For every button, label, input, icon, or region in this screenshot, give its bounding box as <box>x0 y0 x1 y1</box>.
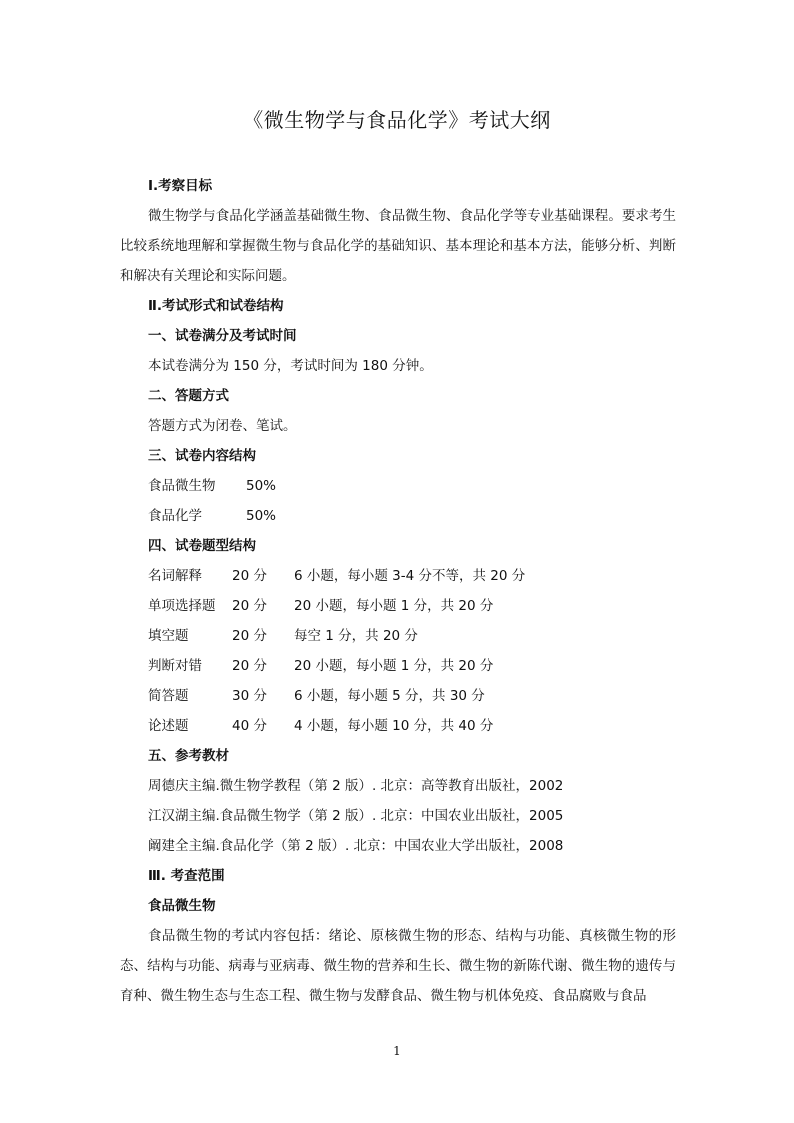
question-score: 20 分 <box>232 658 267 674</box>
question-type: 填空题 <box>148 628 189 644</box>
page-number: 1 <box>393 1044 401 1058</box>
section-1-paragraph: 微生物学与食品化学涵盖基础微生物、食品微生物、食品化学等专业基础课程。要求考生比较系统地理解和掌握微生物与食品化学的基础知识、基本理论和基本方法，能够分析、判断和解决有关理论和实际问题。 <box>120 208 676 284</box>
content-name: 食品微生物 <box>148 478 216 494</box>
reference-item: 阚建全主编.食品化学（第 2 版）. 北京：中国农业大学出版社，2008 <box>148 838 564 854</box>
section-1-heading: Ⅰ.考察目标 <box>148 178 213 194</box>
subsection-2-heading: 二、答题方式 <box>148 388 229 404</box>
question-type: 判断对错 <box>148 658 202 674</box>
question-type: 单项选择题 <box>148 598 216 614</box>
question-detail: 4 小题，每小题 10 分，共 40 分 <box>294 718 494 734</box>
subsection-4-heading: 四、试卷题型结构 <box>148 538 256 554</box>
section-2-heading: Ⅱ.考试形式和试卷结构 <box>148 298 284 314</box>
section-3-subheading: 食品微生物 <box>148 898 216 914</box>
subsection-3-heading: 三、试卷内容结构 <box>148 448 256 464</box>
question-type: 论述题 <box>148 718 189 734</box>
document-title: 《微生物学与食品化学》考试大纲 <box>243 108 551 132</box>
question-score: 20 分 <box>232 598 267 614</box>
question-score: 40 分 <box>232 718 267 734</box>
question-score: 20 分 <box>232 628 267 644</box>
subsection-2-text: 答题方式为闭卷、笔试。 <box>148 418 297 434</box>
question-detail: 6 小题，每小题 5 分，共 30 分 <box>294 688 485 704</box>
section-3-paragraph: 食品微生物的考试内容包括：绪论、原核微生物的形态、结构与功能、真核微生物的形态、结构与功能、病毒与亚病毒、微生物的营养和生长、微生物的新陈代谢、微生物的遗传与育种、微生物生态与生态工程、微生物与发酵食品、微生物与机体免疫、食品腐败与食品 <box>120 928 676 1004</box>
question-detail: 20 小题，每小题 1 分，共 20 分 <box>294 598 494 614</box>
question-detail: 每空 1 分，共 20 分 <box>294 628 418 644</box>
subsection-1-text: 本试卷满分为 150 分，考试时间为 180 分钟。 <box>148 358 433 374</box>
question-score: 20 分 <box>232 568 267 584</box>
subsection-1-heading: 一、试卷满分及考试时间 <box>148 328 297 344</box>
reference-item: 江汉湖主编.食品微生物学（第 2 版）. 北京：中国农业出版社，2005 <box>148 808 564 824</box>
reference-item: 周德庆主编.微生物学教程（第 2 版）. 北京：高等教育出版社，2002 <box>148 778 564 794</box>
content-percent: 50% <box>246 508 277 524</box>
question-type: 简答题 <box>148 688 189 704</box>
question-detail: 20 小题，每小题 1 分，共 20 分 <box>294 658 494 674</box>
subsection-5-heading: 五、参考教材 <box>148 748 229 764</box>
question-detail: 6 小题，每小题 3-4 分不等，共 20 分 <box>294 568 526 584</box>
question-score: 30 分 <box>232 688 267 704</box>
content-name: 食品化学 <box>148 508 202 524</box>
question-type: 名词解释 <box>148 568 202 584</box>
content-percent: 50% <box>246 478 277 494</box>
section-3-heading: Ⅲ. 考查范围 <box>148 868 225 884</box>
